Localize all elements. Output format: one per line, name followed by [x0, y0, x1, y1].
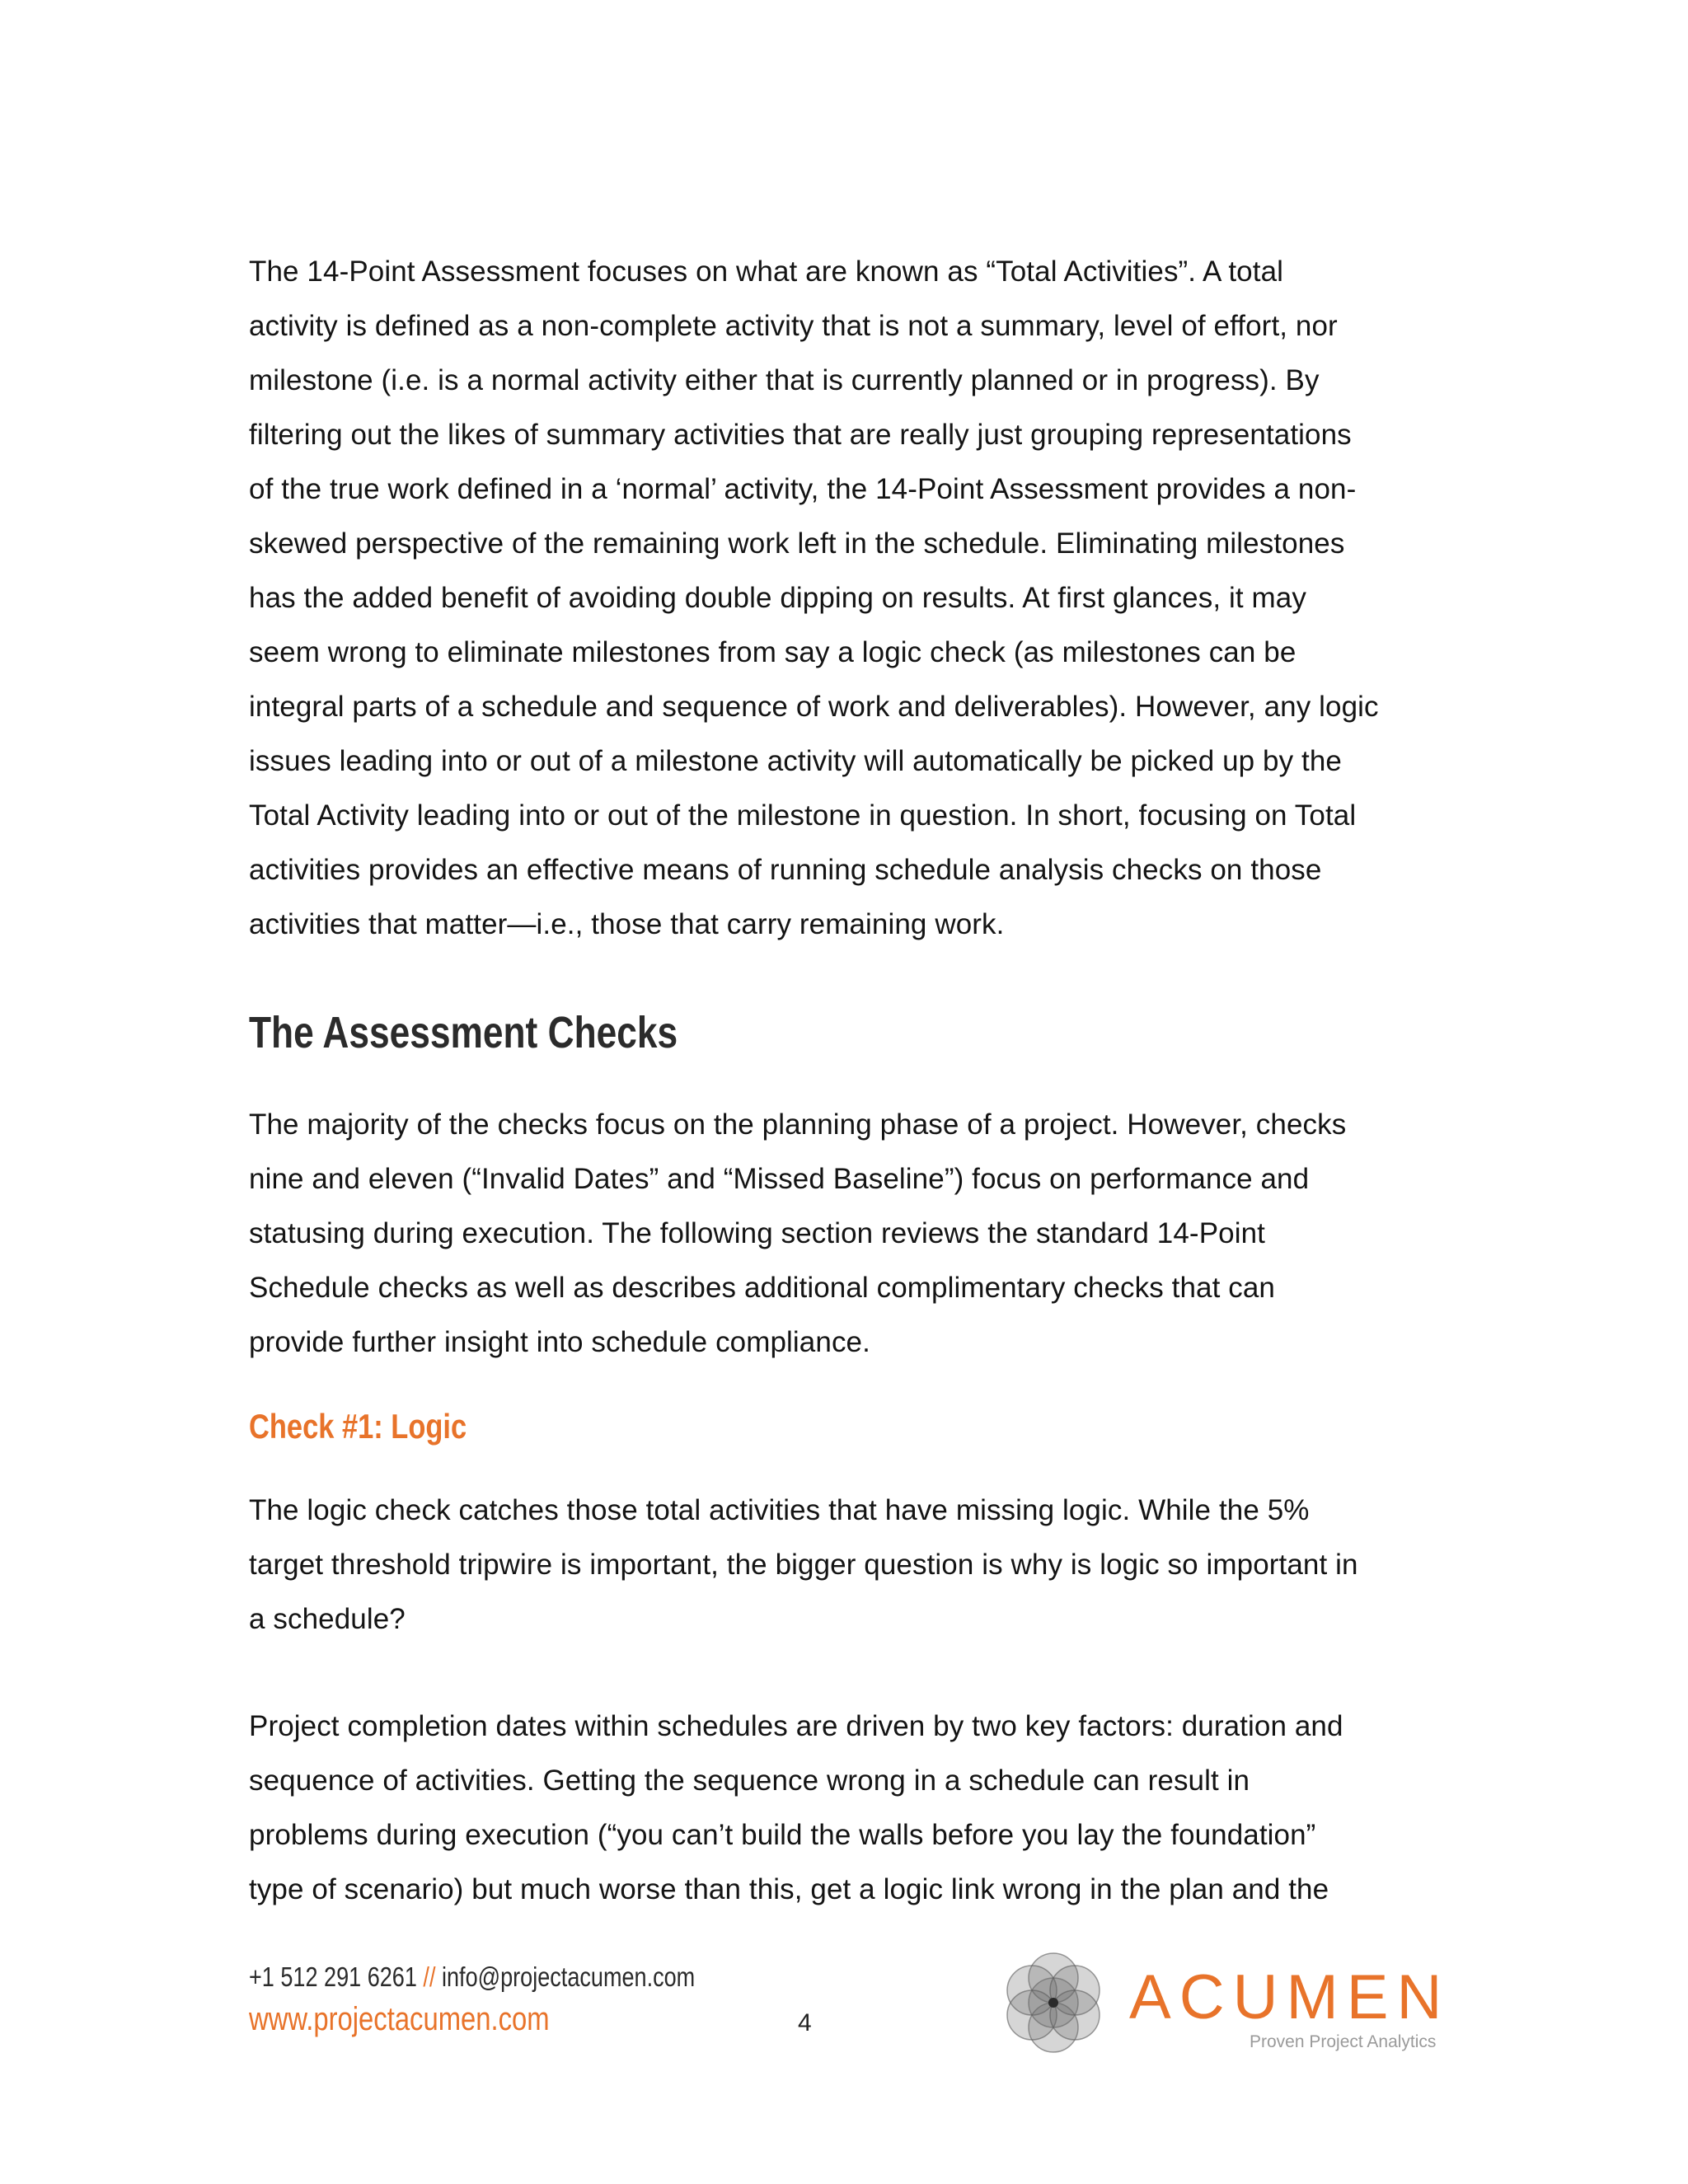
- page-number: 4: [798, 2009, 812, 2036]
- paragraph-line: The 14-Point Assessment focuses on what are known as “Total Activities”. A total: [249, 255, 1284, 288]
- footer-phone: +1 512 291 6261: [249, 1961, 417, 1992]
- paragraph-line: issues leading into or out of a milestone activity will automatically be picked up by the: [249, 745, 1342, 777]
- paragraph-line: target threshold tripwire is important, the bigger question is why is logic so important in: [249, 1549, 1358, 1581]
- footer-website-link[interactable]: www.projectacumen.com: [249, 2001, 550, 2037]
- assessment-checks-paragraph: [249, 1098, 1346, 1370]
- paragraph-line: seem wrong to eliminate milestones from say a logic check (as milestones can be: [249, 636, 1296, 668]
- paragraph-line: sequence of activities. Getting the sequence wrong in a schedule can result in: [249, 1765, 1250, 1797]
- paragraph-line: milestone (i.e. is a normal activity either that is currently planned or in progress). By: [249, 364, 1320, 396]
- paragraph-line: The majority of the checks focus on the planning phase of a project. However, checks: [249, 1108, 1347, 1141]
- paragraph-line: provide further insight into schedule compliance.: [249, 1326, 870, 1358]
- flower-of-life-logo-icon: [996, 1945, 1111, 2060]
- paragraph-line: activities that matter—i.e., those that carry remaining work.: [249, 908, 1005, 940]
- paragraph-line: integral parts of a schedule and sequence of work and deliverables). However, any logic: [249, 691, 1379, 723]
- paragraph-line: Project completion dates within schedules are driven by two key factors: duration and: [249, 1710, 1343, 1742]
- paragraph-line: statusing during execution. The following section reviews the standard 14-Point: [249, 1217, 1265, 1249]
- footer-contact: [249, 1961, 695, 1993]
- paragraph-line: of the true work defined in a ‘normal’ activity, the 14-Point Assessment provides a non-: [249, 473, 1357, 505]
- footer-email-link[interactable]: info@projectacumen.com: [441, 1961, 696, 1992]
- logo-wordmark: ACUMEN: [1129, 1962, 1451, 2032]
- check-heading: Check #1: Logic: [249, 1407, 467, 1446]
- paragraph-line: Schedule checks as well as describes additional complimentary checks that can: [249, 1272, 1275, 1304]
- paragraph-line: Total Activity leading into or out of the milestone in question. In short, focusing on Total: [249, 799, 1357, 832]
- paragraph-line: has the added benefit of avoiding double dipping on results. At first glances, it may: [249, 582, 1306, 614]
- logic-check-paragraph: [249, 1483, 1358, 1647]
- paragraph-line: activity is defined as a non-complete activity that is not a summary, level of effort, nor: [249, 310, 1338, 342]
- completion-dates-paragraph: [249, 1699, 1343, 1917]
- paragraph-line: The logic check catches those total activities that have missing logic. While the 5%: [249, 1494, 1310, 1526]
- paragraph-line: type of scenario) but much worse than this, get a logic link wrong in the plan and the: [249, 1873, 1329, 1905]
- paragraph-line: filtering out the likes of summary activities that are really just grouping representations: [249, 419, 1352, 451]
- paragraph-line: activities provides an effective means of running schedule analysis checks on those: [249, 854, 1322, 886]
- logo-tagline: Proven Project Analytics: [1250, 2032, 1437, 2051]
- footer-separator: //: [423, 1961, 436, 1992]
- paragraph-line: skewed perspective of the remaining work left in the schedule. Eliminating milestones: [249, 527, 1345, 560]
- section-heading: The Assessment Checks: [249, 1008, 678, 1057]
- paragraph-line: a schedule?: [249, 1603, 406, 1635]
- paragraph-line: problems during execution (“you can’t build the walls before you lay the foundation”: [249, 1819, 1316, 1851]
- paragraph-line: nine and eleven (“Invalid Dates” and “Missed Baseline”) focus on performance and: [249, 1163, 1310, 1195]
- intro-paragraph: [249, 245, 1379, 952]
